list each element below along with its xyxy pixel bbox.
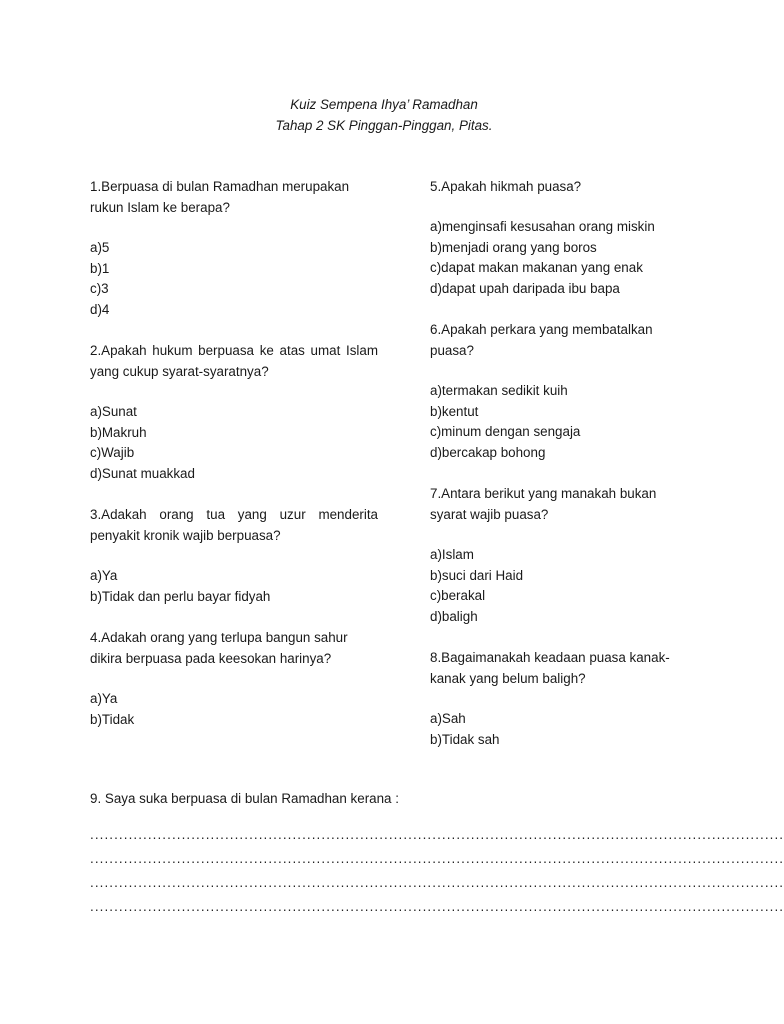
question-3: [90, 504, 378, 607]
option: b)1: [90, 260, 110, 276]
option: a)5: [90, 240, 110, 255]
question-5: [430, 176, 678, 299]
option: d)bercakap bohong: [430, 444, 546, 460]
question-5-options: [430, 217, 678, 299]
option: a)Ya: [90, 568, 118, 583]
option: d)baligh: [430, 608, 478, 624]
option: a)Ya: [90, 691, 118, 706]
question-7: [430, 483, 678, 627]
answer-line[interactable]: ................................................................................................................................................: [90, 899, 784, 914]
option: c)Wajib: [90, 445, 135, 460]
answer-line[interactable]: ................................................................................................................................................: [90, 875, 784, 890]
question-6-options: [430, 381, 678, 463]
question-7-options: [430, 545, 678, 627]
left-column: [90, 176, 378, 730]
option: c)berakal: [430, 588, 486, 603]
option: c)minum dengan sengaja: [430, 424, 581, 439]
option: a)Sunat: [90, 404, 137, 419]
question-2-text: 2.Apakah hukum berpuasa ke atas umat Islam yang cukup syarat-syaratnya?: [90, 343, 378, 379]
option: d)4: [90, 301, 110, 317]
option: a)Islam: [430, 547, 474, 562]
question-1: [90, 176, 378, 320]
option: b)Tidak sah: [430, 731, 500, 747]
question-7-text: 7.Antara berikut yang manakah bukan syarat wajib puasa?: [430, 486, 657, 522]
question-1-options: [90, 238, 378, 320]
question-4-text: 4.Adakah orang yang terlupa bangun sahur dikira berpuasa pada keesokan harinya?: [90, 630, 348, 666]
question-4-options: [90, 689, 378, 730]
option: b)Makruh: [90, 424, 147, 440]
question-2: [90, 340, 378, 484]
right-column: [430, 176, 678, 750]
quiz-title: [0, 94, 768, 136]
option: c)dapat makan makanan yang enak: [430, 260, 643, 275]
question-4: [90, 627, 378, 730]
question-3-text: 3.Adakah orang tua yang uzur menderita penyakit kronik wajib berpuasa?: [90, 507, 378, 543]
answer-lines: [90, 823, 784, 919]
option: a)termakan sedikit kuih: [430, 383, 568, 398]
option: b)Tidak dan perlu bayar fidyah: [90, 588, 271, 604]
question-8: [430, 647, 678, 750]
title-line-2: Tahap 2 SK Pinggan-Pinggan, Pitas.: [275, 118, 493, 133]
question-1-text: 1.Berpuasa di bulan Ramadhan merupakan rukun Islam ke berapa?: [90, 179, 350, 215]
option: b)Tidak: [90, 711, 135, 727]
question-3-options: [90, 566, 378, 607]
option: b)kentut: [430, 403, 479, 419]
question-8-text: 8.Bagaimanakah keadaan puasa kanak-kanak yang belum baligh?: [430, 650, 670, 686]
question-6-text: 6.Apakah perkara yang membatalkan puasa?: [430, 322, 653, 358]
title-line-1: Kuiz Sempena Ihya’ Ramadhan: [290, 97, 478, 112]
question-2-options: [90, 402, 378, 484]
option: d)dapat upah daripada ibu bapa: [430, 280, 620, 296]
question-5-text: 5.Apakah hikmah puasa?: [430, 179, 582, 194]
option: a)Sah: [430, 711, 466, 726]
question-9-text: 9. Saya suka berpuasa di bulan Ramadhan kerana :: [90, 791, 399, 806]
option: b)menjadi orang yang boros: [430, 239, 597, 255]
answer-line[interactable]: ................................................................................................................................................: [90, 851, 784, 866]
question-6: [430, 319, 678, 463]
answer-line[interactable]: ................................................................................................................................................: [90, 827, 784, 842]
option: b)suci dari Haid: [430, 567, 524, 583]
option: d)Sunat muakkad: [90, 465, 195, 481]
option: c)3: [90, 281, 109, 296]
option: a)menginsafi kesusahan orang miskin: [430, 219, 655, 234]
question-8-options: [430, 709, 678, 750]
